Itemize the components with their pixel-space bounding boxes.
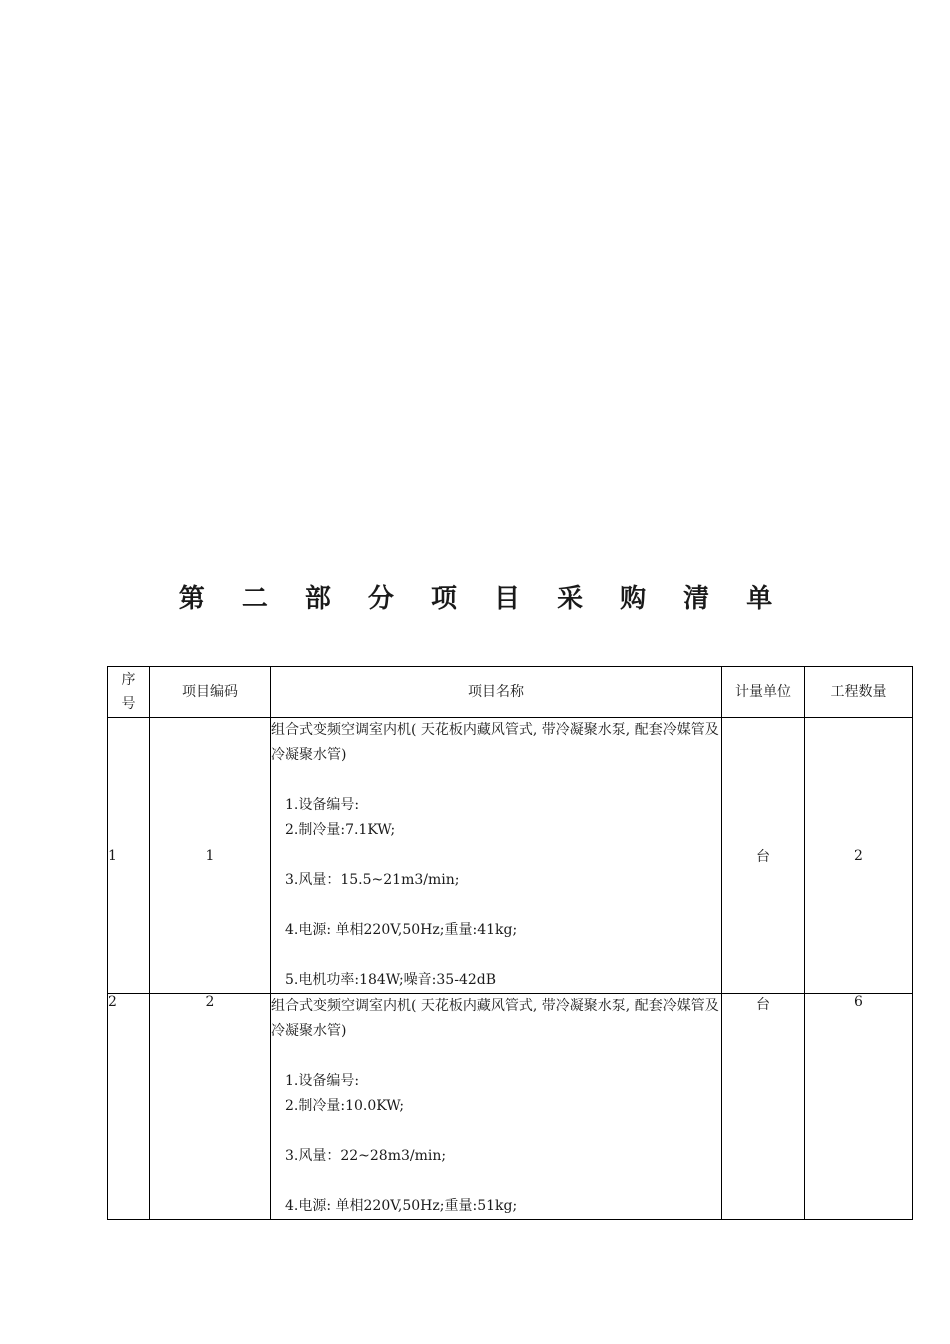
row-qty: 2 <box>805 718 913 994</box>
row-qty: 6 <box>805 994 913 1220</box>
spec-line: 1.设备编号: <box>285 797 360 813</box>
row-code: 2 <box>150 994 271 1220</box>
row-unit: 台 <box>722 718 805 994</box>
table-row <box>108 994 913 1220</box>
row-name-cell <box>271 718 722 994</box>
header-code: 项目编码 <box>150 667 271 718</box>
header-name: 项目名称 <box>271 667 722 718</box>
row-code: 1 <box>150 718 271 994</box>
row-seq: 2 <box>108 994 150 1220</box>
header-seq: 序号 <box>108 667 150 718</box>
row-spec-list <box>271 1069 721 1219</box>
spec-line: 3.风量：22~28m3/min; <box>285 1148 447 1164</box>
procurement-table <box>107 666 913 1220</box>
spec-line: 2.制冷量:7.1KW; <box>285 822 396 838</box>
row-item-name: 组合式变频空调室内机( 天花板内藏风管式, 带冷凝聚水泵, 配套冷媒管及冷凝聚水管) <box>271 722 719 763</box>
row-unit: 台 <box>722 994 805 1220</box>
header-unit: 计量单位 <box>722 667 805 718</box>
row-spec-list <box>271 793 721 993</box>
row-name-cell <box>271 994 722 1220</box>
spec-line: 3.风量：15.5~21m3/min; <box>285 872 460 888</box>
row-item-name: 组合式变频空调室内机( 天花板内藏风管式, 带冷凝聚水泵, 配套冷媒管及冷凝聚水管) <box>271 998 719 1039</box>
page-title: 第 二 部 分 项 目 采 购 清 单 <box>178 584 787 614</box>
row-seq: 1 <box>108 718 150 994</box>
spec-line: 4.电源: 单相220V,50Hz;重量:51kg; <box>285 1198 518 1214</box>
spec-line: 4.电源: 单相220V,50Hz;重量:41kg; <box>285 922 518 938</box>
header-qty: 工程数量 <box>805 667 913 718</box>
spec-line: 2.制冷量:10.0KW; <box>285 1098 405 1114</box>
table-header-row <box>108 667 913 718</box>
spec-line: 1.设备编号: <box>285 1073 360 1089</box>
spec-line: 5.电机功率:184W;噪音:35-42dB <box>285 972 497 988</box>
table-row <box>108 718 913 994</box>
